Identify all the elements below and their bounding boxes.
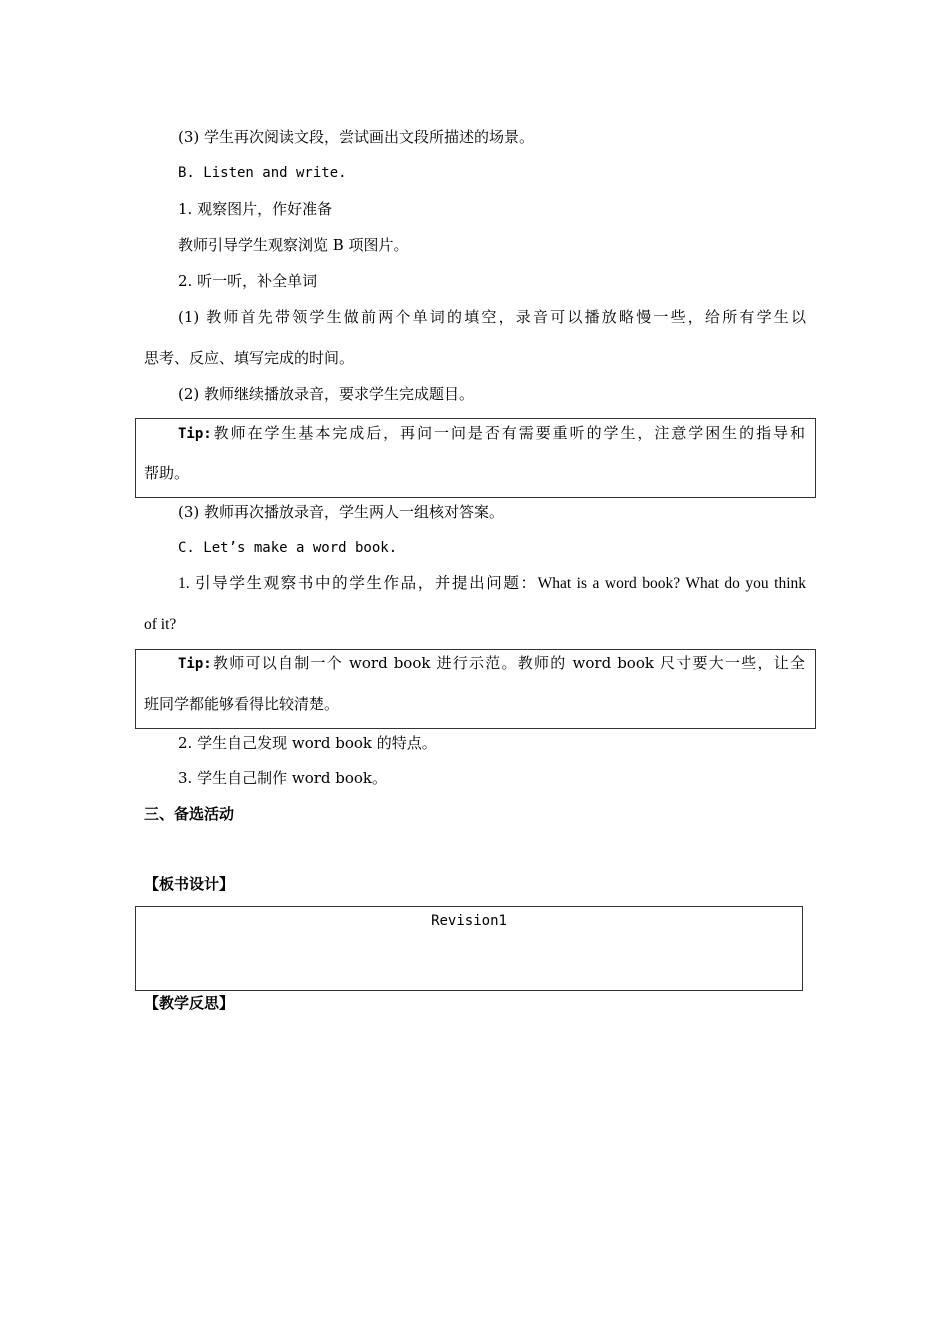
section-c-heading: C. Let’s make a word book. bbox=[178, 540, 398, 556]
tip-1-label: Tip: bbox=[178, 426, 212, 442]
tip-2-label: Tip: bbox=[178, 656, 212, 672]
tip-2-line2: 班同学都能够看得比较清楚。 bbox=[144, 695, 340, 713]
tip-box-2 bbox=[135, 649, 816, 729]
section-b-step2-p2: (2) 教师继续播放录音，要求学生完成题目。 bbox=[178, 385, 475, 403]
section-b-heading: B. Listen and write. bbox=[178, 165, 347, 181]
tip-1-text-line1: 教师在学生基本完成后，再问一问是否有需要重听的学生，注意学困生的指导和 bbox=[211, 424, 805, 442]
board-design-heading: 【板书设计】 bbox=[144, 875, 235, 893]
section-b-step2-p3: (3) 教师再次播放录音，学生两人一组核对答案。 bbox=[178, 503, 505, 521]
section-c-step1-line2: of it? bbox=[144, 616, 177, 633]
tip-2-line1 bbox=[178, 653, 805, 674]
section-b-p3: (3) 学生再次阅读文段，尝试画出文段所描述的场景。 bbox=[178, 128, 535, 146]
tip-box-1 bbox=[135, 418, 816, 498]
board-design-box bbox=[135, 906, 803, 991]
section-b-step2: 2. 听一听，补全单词 bbox=[178, 272, 318, 290]
section-b-step1: 1. 观察图片，作好准备 bbox=[178, 200, 333, 218]
section-b-step2-p1-line1: (1) 教师首先带领学生做前两个单词的填空，录音可以播放略慢一些，给所有学生以 bbox=[178, 308, 806, 326]
tip-2-text-line1: 教师可以自制一个 word book 进行示范。教师的 word book 尺寸要大一些，让全 bbox=[211, 654, 805, 672]
section-c-step3: 3. 学生自己制作 word book。 bbox=[178, 769, 388, 787]
section-c-step1-line1: 1. 引导学生观察书中的学生作品，并提出问题：What is a word book? What do you think bbox=[178, 575, 806, 592]
section-b-step1-detail: 教师引导学生观察浏览 B 项图片。 bbox=[178, 236, 409, 254]
section-b-step2-p1-line2: 思考、反应、填写完成的时间。 bbox=[144, 349, 355, 367]
teaching-reflection-heading: 【教学反思】 bbox=[144, 994, 235, 1012]
tip-1-line1 bbox=[178, 423, 805, 444]
section-c-step2: 2. 学生自己发现 word book 的特点。 bbox=[178, 734, 437, 752]
section-three-heading: 三、备选活动 bbox=[144, 805, 235, 823]
tip-1-line2: 帮助。 bbox=[144, 464, 190, 482]
board-design-content: Revision1 bbox=[431, 913, 507, 929]
